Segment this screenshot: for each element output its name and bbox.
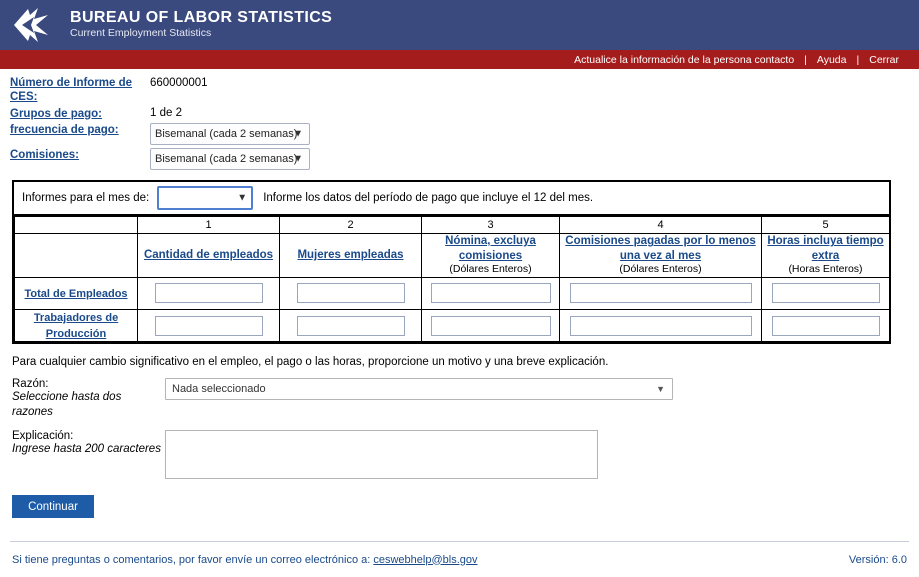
- cell-production-workers-commissions: [560, 309, 762, 342]
- reason-row: [12, 378, 919, 420]
- report-number-label: Número de Informe de CES:: [10, 77, 133, 103]
- report-info-block: [0, 69, 919, 170]
- reason-select-wrap: [165, 378, 673, 400]
- data-entry-table: [14, 216, 890, 343]
- reason-label-group: [12, 378, 165, 420]
- nav-update-contact-link[interactable]: Actualice la información de la persona contacto: [574, 53, 795, 66]
- input-production-workers-payroll[interactable]: [431, 316, 551, 336]
- input-total-employees-women[interactable]: [297, 283, 405, 303]
- report-month-select-wrap: [157, 186, 253, 210]
- input-total-employees-count[interactable]: [155, 283, 263, 303]
- reason-label: Razón:: [12, 378, 49, 391]
- cell-production-workers-hours: [762, 309, 890, 342]
- input-total-employees-hours[interactable]: [772, 283, 880, 303]
- colnum-1: 1: [138, 216, 280, 233]
- colnum-4: 4: [560, 216, 762, 233]
- cell-total-employees-commissions: [560, 277, 762, 309]
- colhead-women-link[interactable]: Mujeres empleadas: [297, 249, 404, 262]
- footer-contact-label: Si tiene preguntas o comentarios, por favor envíe un correo electrónico a:: [12, 553, 371, 566]
- colhead-women: [280, 233, 422, 277]
- explanation-label-group: [12, 430, 165, 457]
- input-production-workers-count[interactable]: [155, 316, 263, 336]
- colnum-blank: [15, 216, 138, 233]
- report-month-select[interactable]: [157, 186, 253, 210]
- colhead-commissions: [560, 233, 762, 277]
- row-label-total-employees: [15, 277, 138, 309]
- report-month-label: Informes para el mes de:: [22, 191, 150, 204]
- footer-version: Versión: 6.0: [848, 553, 907, 566]
- input-total-employees-commissions[interactable]: [570, 283, 752, 303]
- report-month-row: [14, 182, 889, 216]
- colnum-5: 5: [762, 216, 890, 233]
- colhead-hours-unit: (Horas Enteros): [788, 263, 863, 276]
- report-month-note: Informe los datos del período de pago que incluye el 12 del mes.: [263, 191, 594, 204]
- page-title: BUREAU OF LABOR STATISTICS: [70, 8, 333, 26]
- colhead-payroll-unit: (Dólares Enteros): [449, 263, 532, 276]
- page-footer: [10, 541, 909, 577]
- pay-frequency-select[interactable]: [150, 123, 310, 145]
- chevron-down-icon: ▼: [293, 128, 303, 140]
- table-header-row: [15, 233, 890, 277]
- cell-total-employees-women: [280, 277, 422, 309]
- colhead-hours-link[interactable]: Horas incluya tiempo extra: [767, 235, 884, 262]
- nav-separator-1: |: [804, 53, 807, 66]
- cell-production-workers-payroll: [422, 309, 560, 342]
- colhead-hours: [762, 233, 890, 277]
- commissions-select-wrap: [150, 148, 310, 170]
- row-label-total-employees-link[interactable]: Total de Empleados: [24, 287, 128, 300]
- cell-total-employees-hours: [762, 277, 890, 309]
- chevron-down-icon: ▼: [237, 192, 248, 204]
- footer-contact-text: [12, 554, 478, 566]
- top-navigation-bar: [0, 50, 919, 69]
- colhead-payroll-link[interactable]: Nómina, excluya comisiones: [445, 235, 536, 262]
- colhead-payroll: [422, 233, 560, 277]
- table-row: [15, 277, 890, 309]
- pay-groups-label: Grupos de pago:: [10, 107, 102, 120]
- pay-groups-value: 1 de 2: [150, 106, 182, 119]
- explanation-textarea[interactable]: [165, 430, 598, 479]
- row-label-production-workers: [15, 309, 138, 342]
- colhead-commissions-unit: (Dólares Enteros): [619, 263, 702, 276]
- input-production-workers-commissions[interactable]: [570, 316, 752, 336]
- colnum-2: 2: [280, 216, 422, 233]
- colhead-employees-link[interactable]: Cantidad de empleados: [143, 249, 274, 262]
- cell-production-workers-count: [138, 309, 280, 342]
- cell-total-employees-count: [138, 277, 280, 309]
- page-header: [0, 0, 919, 50]
- pay-frequency-label: frecuencia de pago:: [10, 123, 119, 136]
- colhead-employees: [138, 233, 280, 277]
- cell-production-workers-women: [280, 309, 422, 342]
- report-form-box: [12, 180, 891, 345]
- chevron-down-icon: ▼: [293, 153, 303, 165]
- reason-hint: Seleccione hasta dos razones: [12, 391, 122, 419]
- change-instruction-text: Para cualquier cambio significativo en el empleo, el pago o las horas, proporcione un motivo y una breve explicación.: [12, 356, 609, 369]
- row-label-production-workers-link[interactable]: Trabajadores de Producción: [33, 311, 119, 340]
- input-total-employees-payroll[interactable]: [431, 283, 551, 303]
- pay-frequency-select-wrap: [150, 123, 310, 145]
- explanation-label: Explicación:: [12, 430, 74, 443]
- explanation-hint: Ingrese hasta 200 caracteres: [12, 443, 161, 456]
- colhead-blank: [15, 233, 138, 277]
- commissions-label: Comisiones:: [10, 148, 80, 161]
- commissions-select[interactable]: [150, 148, 310, 170]
- input-production-workers-hours[interactable]: [772, 316, 880, 336]
- footer-email-link[interactable]: ceswebhelp@bls.gov: [373, 553, 478, 566]
- colnum-3: 3: [422, 216, 560, 233]
- report-number-value: 660000001: [150, 77, 208, 89]
- nav-separator-2: |: [856, 53, 860, 66]
- table-column-number-row: [15, 216, 890, 233]
- cell-total-employees-payroll: [422, 277, 560, 309]
- reason-explanation-section: [12, 378, 919, 479]
- nav-help-link[interactable]: Ayuda: [816, 53, 847, 66]
- continue-button[interactable]: Continuar: [12, 495, 94, 518]
- explanation-row: [12, 430, 919, 479]
- nav-close-link[interactable]: Cerrar: [869, 53, 899, 66]
- input-production-workers-women[interactable]: [297, 316, 405, 336]
- table-row: [15, 309, 890, 342]
- bls-star-logo-icon: [0, 0, 62, 50]
- chevron-down-icon: ▼: [656, 384, 665, 395]
- reason-select[interactable]: [165, 378, 673, 400]
- colhead-commissions-link[interactable]: Comisiones pagadas por lo menos una vez al mes: [565, 235, 756, 262]
- page-subtitle: Current Employment Statistics: [70, 27, 212, 40]
